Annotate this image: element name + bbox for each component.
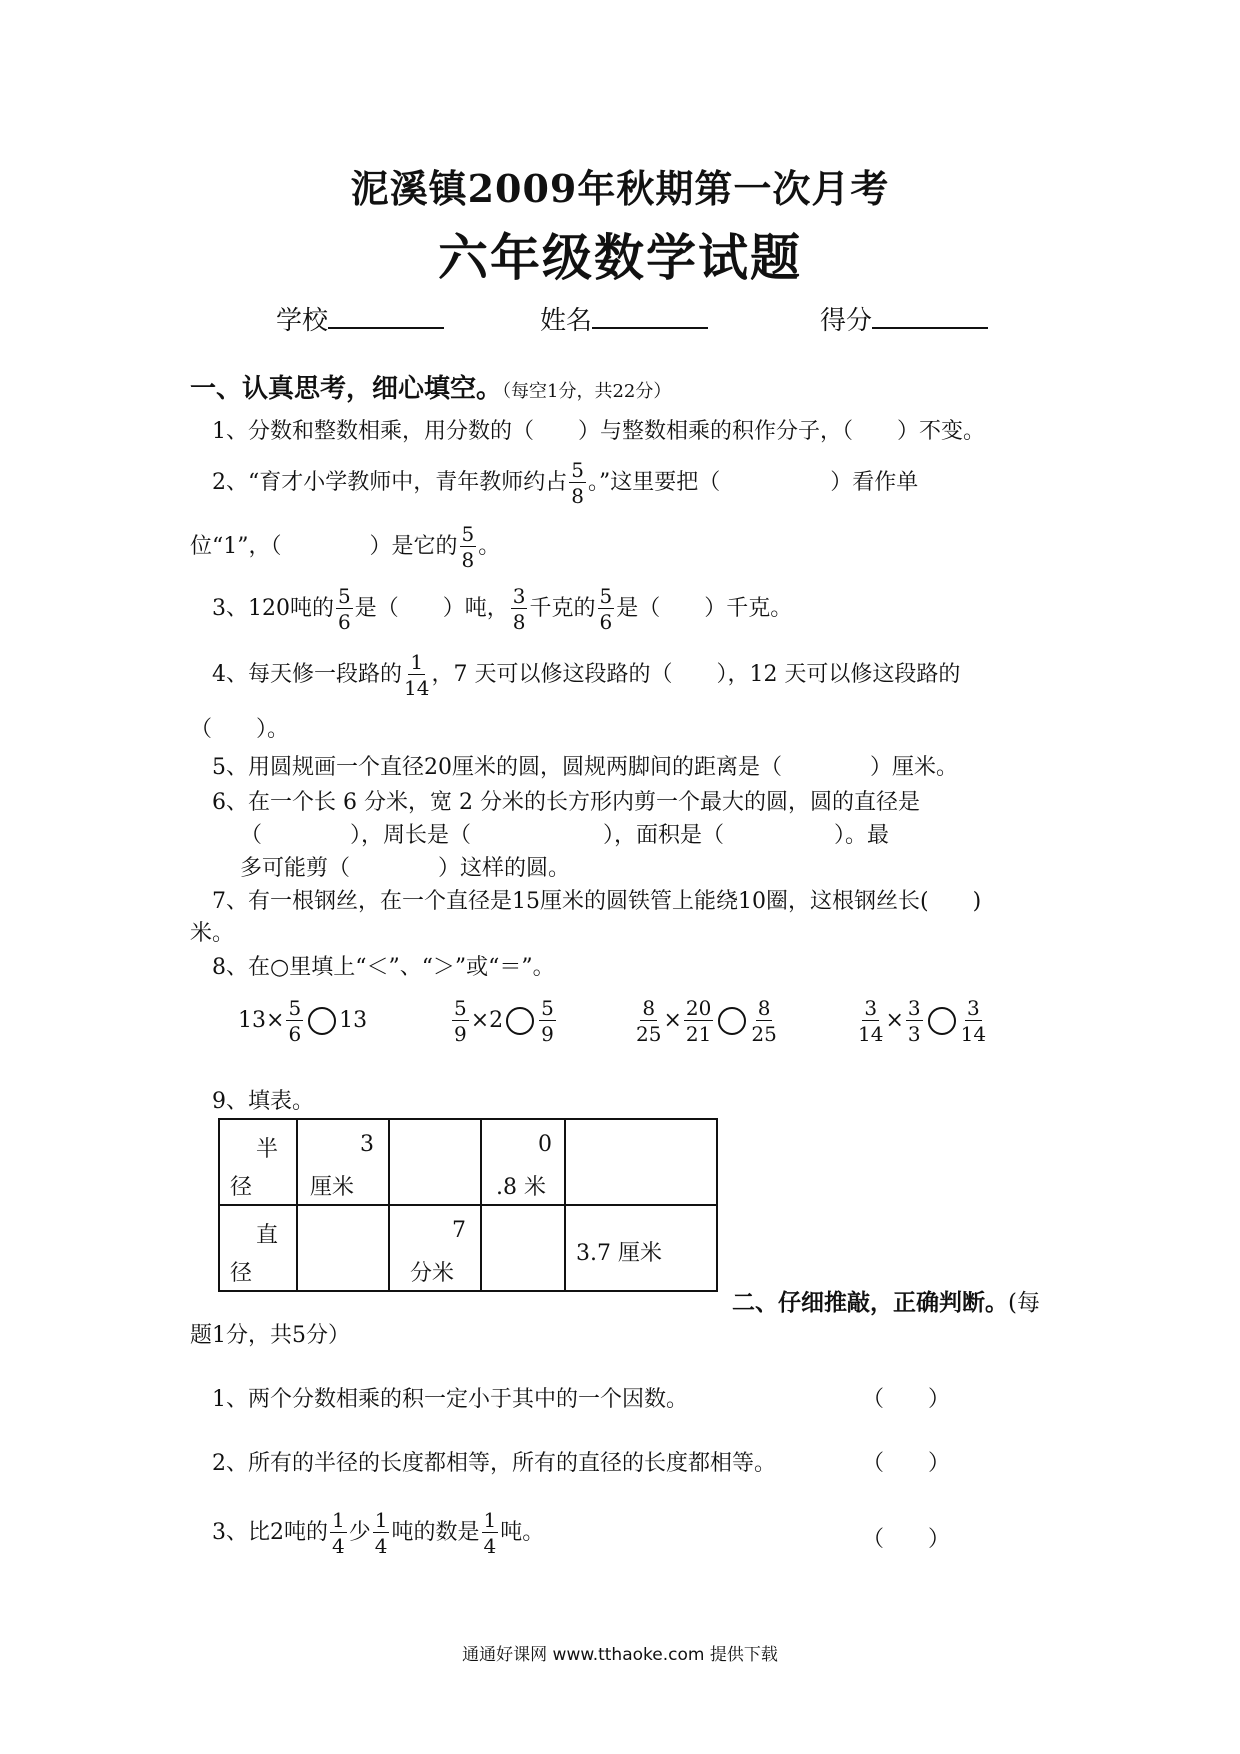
q1-2-cont: [190, 524, 500, 570]
section2-heading-text: 二、仔细推敲，正确判断。: [732, 1289, 1008, 1316]
frac-den: 14: [960, 1022, 987, 1046]
compare-circle-blank[interactable]: [928, 1007, 956, 1035]
cell-text: 径: [230, 1261, 253, 1286]
q2-1-answer-blank[interactable]: （ ）: [862, 1387, 951, 1412]
frac-den: 25: [636, 1022, 662, 1046]
q2-3-text-a: 3、比2吨的: [212, 1520, 328, 1545]
q1-6-cont2: 多可能剪（ ）这样的圆。: [240, 856, 571, 881]
compare-expr-1: [238, 998, 367, 1044]
frac-den: 9: [454, 1022, 467, 1046]
cell-text: 7: [452, 1218, 466, 1243]
cell-text: 径: [230, 1175, 253, 1200]
exam-title: 泥溪镇2009年秋期第一次月考: [350, 166, 890, 211]
frac-num: 20: [685, 996, 712, 1020]
footer-text: 通通好课网 www.tthaoke.com 提供下载: [462, 1645, 778, 1665]
table-cell-blank[interactable]: [297, 1205, 389, 1291]
q2-3-text-b: 少: [348, 1520, 371, 1545]
frac-num: 3: [907, 996, 921, 1020]
frac-num: 1: [410, 650, 424, 674]
q1-3-text-a: 3、120吨的: [212, 596, 334, 621]
frac-num: 5: [599, 584, 613, 608]
frac-num: 8: [757, 996, 771, 1020]
score-label: 得分: [820, 306, 873, 336]
cell-text: 3.7 厘米: [576, 1241, 662, 1266]
frac-den: 8: [512, 610, 526, 634]
fraction: [286, 998, 303, 1044]
frac-num: 5: [541, 996, 554, 1020]
table-cell-blank[interactable]: [481, 1205, 565, 1291]
q1-6: 6、在一个长 6 分米，宽 2 分米的长方形内剪一个最大的圆，圆的直径是: [212, 790, 920, 815]
frac-den: 21: [685, 1022, 712, 1046]
compare-expr-4: [856, 998, 988, 1044]
frac-num: 5: [571, 458, 584, 482]
table-cell: [219, 1205, 297, 1291]
frac-num: 5: [338, 584, 351, 608]
cell-text: 0: [538, 1132, 552, 1157]
frac-den: 4: [374, 1534, 388, 1558]
frac-den: 6: [288, 1022, 302, 1046]
times-sign: ×: [885, 1008, 904, 1033]
compare-expr-3: [634, 998, 779, 1044]
q1-7-cont: 米。: [190, 921, 235, 946]
q1-1: 1、分数和整数相乘，用分数的（ ）与整数相乘的积作分子，（ ）不变。: [212, 419, 985, 444]
section2-note-b: 题1分，共5分）: [190, 1323, 350, 1348]
fraction-5-6: [336, 586, 353, 632]
compare-expr-2: [450, 998, 558, 1044]
fraction-1-4: [373, 1510, 390, 1556]
q1-2: [212, 460, 918, 506]
q1-3: [212, 586, 792, 632]
fraction: [858, 998, 883, 1044]
fraction: [751, 998, 776, 1044]
score-blank[interactable]: [872, 303, 988, 329]
cell-text: 直: [256, 1223, 279, 1248]
fraction: [452, 998, 469, 1044]
frac-num: 1: [332, 1508, 345, 1532]
frac-den: 4: [332, 1534, 345, 1558]
score-field: [820, 300, 988, 337]
frac-den: 8: [461, 548, 475, 572]
q1-2-text-d: 。: [478, 534, 501, 559]
q2-3-text-c: 吨的数是: [391, 1520, 480, 1545]
frac-den: 8: [571, 484, 584, 508]
fraction-5-6: [598, 586, 615, 632]
exam-subtitle: 六年级数学试题: [438, 228, 802, 287]
table-cell: [297, 1119, 389, 1205]
q1-2-text-b: 。”这里要把（ ）看作单: [587, 470, 919, 495]
fraction-1-4: [330, 1510, 347, 1556]
fraction-3-8: [511, 586, 528, 632]
section1-note: （每空1分，共22分）: [502, 381, 672, 402]
frac-num: 5: [288, 996, 302, 1020]
q1-2-text-a: 2、“育才小学教师中，青年教师约占: [212, 470, 568, 495]
q2-3: [212, 1510, 544, 1556]
fraction-1-4: [482, 1510, 499, 1556]
fraction-1-14: [404, 652, 429, 698]
frac-den: 14: [404, 676, 430, 700]
q1-2-text-c: 位“1”，（ ）是它的: [190, 534, 458, 559]
cell-text: 厘米: [310, 1175, 355, 1200]
table-row-diameter: [219, 1205, 717, 1291]
cell-text: 3: [360, 1132, 374, 1157]
frac-num: 8: [642, 996, 656, 1020]
frac-num: 5: [461, 522, 475, 546]
table-cell: [565, 1205, 717, 1291]
cell-text: .8 米: [496, 1175, 546, 1200]
frac-den: 3: [907, 1022, 921, 1046]
radius-diameter-table: [218, 1118, 718, 1292]
fraction: [906, 998, 923, 1044]
school-label: 学校: [276, 306, 329, 336]
q1-8: 8、在○里填上“＜”、“＞”或“＝”。: [212, 955, 555, 980]
name-label: 姓名: [540, 306, 593, 336]
school-field: [276, 300, 444, 337]
fraction: [636, 998, 661, 1044]
compare-circle-blank[interactable]: [308, 1007, 336, 1035]
q1-4-text-a: 4、每天修一段路的: [212, 662, 402, 687]
section1-heading-text: 一、认真思考，细心填空。: [190, 374, 503, 404]
expr-text: ×2: [470, 1008, 504, 1033]
q2-2: 2、所有的半径的长度都相等，所有的直径的长度都相等。: [212, 1451, 776, 1476]
q1-3-text-d: 是（ ）千克。: [616, 596, 793, 621]
frac-den: 6: [338, 610, 351, 634]
q1-7: 7、有一根钢丝，在一个直径是15厘米的圆铁管上能绕10圈，这根钢丝长( ): [212, 889, 982, 914]
q1-5: 5、用圆规画一个直径20厘米的圆，圆规两脚间的距离是（ ）厘米。: [212, 755, 958, 780]
section1-heading: [190, 368, 671, 405]
frac-num: 1: [374, 1508, 388, 1532]
fraction: [539, 998, 556, 1044]
frac-den: 9: [541, 1022, 554, 1046]
cell-text: 分米: [410, 1261, 455, 1286]
section2-note-a: (每: [1008, 1290, 1040, 1316]
table-cell: [389, 1205, 481, 1291]
q1-3-text-b: 是（ ）吨，: [354, 596, 509, 621]
fraction: [961, 998, 986, 1044]
q2-3-text-d: 吨。: [500, 1520, 545, 1545]
name-field: [540, 300, 708, 337]
fraction-5-8: [460, 524, 477, 570]
q1-6-cont1: （ ），周长是（ ），面积是（ ）。最: [240, 823, 890, 848]
table-row-radius: [219, 1119, 717, 1205]
frac-den: 4: [483, 1534, 497, 1558]
expr-text: 13: [339, 1008, 368, 1033]
compare-circle-blank[interactable]: [506, 1007, 534, 1035]
frac-den: 25: [751, 1022, 777, 1046]
fraction: [684, 998, 713, 1044]
frac-num: 3: [512, 584, 526, 608]
frac-num: 5: [454, 996, 467, 1020]
q1-4-cont: （ ）。: [190, 717, 290, 742]
section2-heading: [732, 1284, 1040, 1317]
frac-num: 1: [483, 1508, 497, 1532]
frac-num: 3: [966, 996, 980, 1020]
q2-2-answer-blank[interactable]: （ ）: [862, 1451, 951, 1476]
table-cell: [219, 1119, 297, 1205]
table-cell-blank[interactable]: [389, 1119, 481, 1205]
frac-den: 14: [858, 1022, 884, 1046]
school-blank[interactable]: [328, 303, 444, 329]
q2-1: 1、两个分数相乘的积一定小于其中的一个因数。: [212, 1387, 688, 1412]
q1-3-text-c: 千克的: [529, 596, 596, 621]
cell-text: 半: [256, 1137, 279, 1162]
times-sign: ×: [663, 1008, 682, 1033]
table-cell-blank[interactable]: [565, 1119, 717, 1205]
q1-4: [212, 652, 960, 698]
compare-circle-blank[interactable]: [718, 1007, 746, 1035]
name-blank[interactable]: [592, 303, 708, 329]
q2-3-answer-blank[interactable]: （ ）: [862, 1527, 951, 1552]
table-cell: [481, 1119, 565, 1205]
q1-9: 9、填表。: [212, 1089, 314, 1114]
frac-num: 3: [864, 996, 878, 1020]
frac-den: 6: [599, 610, 613, 634]
expr-text: 13×: [238, 1008, 285, 1033]
fraction-5-8: [569, 460, 586, 506]
q1-4-text-b: ，7 天可以修这段路的（ ），12 天可以修这段路的: [431, 662, 961, 687]
